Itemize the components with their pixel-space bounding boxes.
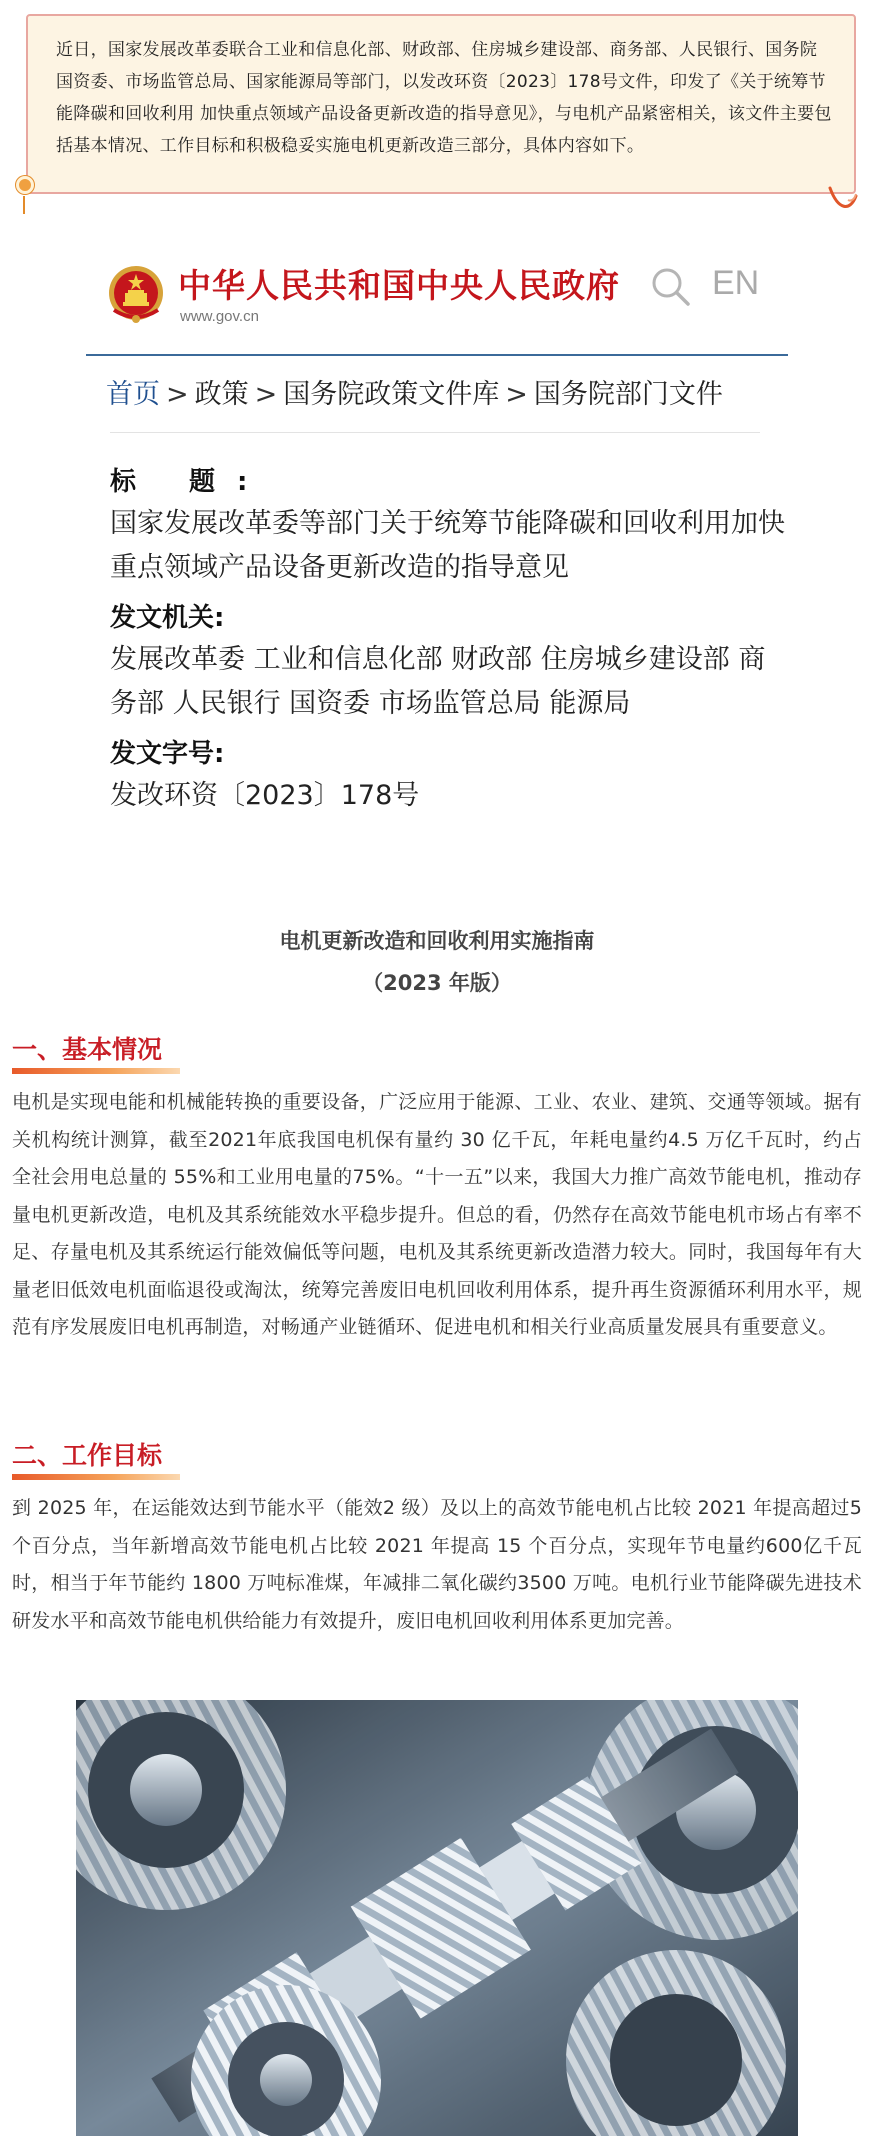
section-body-basic-situation: 电机是实现电能和机械能转换的重要设备，广泛应用于能源、工业、农业、建筑、交通等领域。据有关机构统计测算，截至2021年底我国电机保有量约 30 亿千瓦，年耗电量约4.5 万亿千瓦时，约占全社会用电总量的 55%和工业用电量的75%。“十一五”以来，我国大力推广高效节能电机，推动存量电机更新改造，电机及其系统能效水平稳步提升。但总的看，仍然存在高效节能电机市场占有率不足、存量电机及其系统运行能效偏低等问题，电机及其系统更新改造潜力较大。同时，我国每年有大量老旧低效电机面临退役或淘汰，统筹完善废旧电机回收利用体系，提升再生资源循环利用水平，规范有序发展废旧电机再制造，对畅通产业链循环、促进电机和相关行业高质量发展具有重要意义。 (12, 1091, 862, 1338)
breadcrumb-separator: > (254, 379, 278, 410)
breadcrumb-separator: > (505, 379, 528, 410)
guide-subtitle: （2023 年版） (362, 971, 512, 995)
section-heading-work-goals (12, 1436, 162, 1480)
language-switch-en[interactable]: EN (712, 264, 760, 302)
search-icon[interactable] (650, 266, 692, 308)
page-curl-icon (828, 186, 858, 214)
breadcrumb-item-home[interactable]: 首页 (106, 379, 160, 410)
intro-note-text: 近日，国家发展改革委联合工业和信息化部、财政部、住房城乡建设部、商务部、人民银行、国务院国资委、市场监管总局、国家能源局等部门，以发改环资〔2023〕178号文件，印发了《关于统筹节能降碳和回收利用 加快重点领域产品设备更新改造的指导意见》，与电机产品紧密相关，该文件主要包括基本情况、工作目标和积极稳妥实施电机更新改造三部分，具体内容如下。 (56, 40, 832, 156)
intro-note (26, 14, 856, 194)
breadcrumb-item-department-docs[interactable]: 国务院部门文件 (533, 379, 723, 410)
title-label: 标 题: (110, 467, 270, 497)
site-url[interactable]: www.gov.cn (180, 308, 259, 325)
issuer-value: 发展改革委 工业和信息化部 财政部 住房城乡建设部 商务部 人民银行 国资委 市场监管总局 能源局 (110, 644, 766, 719)
breadcrumb (106, 372, 723, 411)
intro-note-container (0, 0, 874, 230)
header-divider (86, 354, 788, 356)
pin-icon (16, 176, 34, 194)
guide-title: 电机更新改造和回收利用实施指南 (279, 929, 595, 953)
gov-site-header (0, 240, 874, 360)
breadcrumb-item-policy[interactable]: 政策 (194, 379, 249, 410)
document-meta (110, 462, 790, 826)
breadcrumb-divider (110, 432, 760, 433)
section-heading-basic-situation (12, 1030, 162, 1074)
gears-machinery-image (76, 1700, 798, 2136)
doc-number-label: 发文字号: (110, 739, 225, 769)
gears-illustration (76, 1700, 798, 2136)
issuer-label: 发文机关: (110, 603, 225, 633)
title-value: 国家发展改革委等部门关于统筹节能降碳和回收利用加快重点领域产品设备更新改造的指导意见 (110, 508, 785, 583)
site-title[interactable]: 中华人民共和国中央人民政府 (178, 266, 620, 305)
doc-number-value: 发改环资〔2023〕178号 (110, 780, 420, 811)
section-heading-text: 一、基本情况 (12, 1035, 163, 1064)
section-body-work-goals: 到 2025 年，在运能效达到节能水平（能效2 级）及以上的高效节能电机占比较 2021 年提高超过5 个百分点，当年新增高效节能电机占比较 2021 年提高 15 个百分点，实现年节电量约600亿千瓦时，相当于年节能约 1800 万吨标准煤，年减排二氧化碳约3500 万吨。电机行业节能降碳先进技术研发水平和高效节能电机供给能力有效提升，废旧电机回收利用体系更加完善。 (12, 1497, 862, 1632)
pin-stem (23, 196, 25, 214)
breadcrumb-item-policy-library[interactable]: 国务院政策文件库 (283, 379, 500, 410)
national-emblem-icon[interactable] (106, 262, 166, 326)
section-heading-text: 二、工作目标 (12, 1441, 163, 1470)
breadcrumb-separator: > (166, 379, 189, 410)
guide-heading (0, 920, 874, 1004)
